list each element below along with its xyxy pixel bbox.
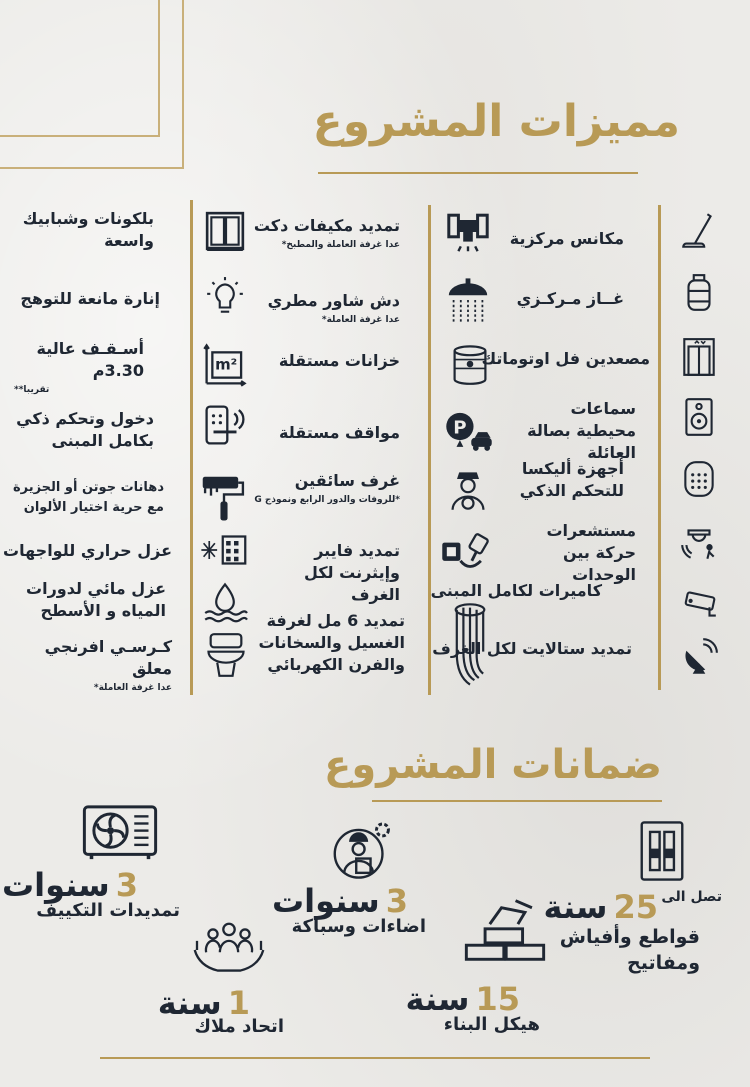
structure-label: هيكل البناء — [443, 1014, 540, 1035]
feature-6mm-wiring: تمديد 6 مل لغرفة الغسيل والسخانات والفرن الكهربائي — [258, 611, 405, 674]
feature-separate-tanks: خزانات مستقلة — [278, 351, 400, 370]
ac-unit-icon — [82, 804, 158, 862]
feature-balconies: بلكونات وشبابيك واسعة — [22, 209, 154, 250]
area-m2-icon — [202, 342, 248, 388]
feature-motion-sensors: مستشعرات حركة بين الوحدات — [546, 521, 636, 584]
bottom-line — [100, 1057, 650, 1059]
divider-middle — [428, 205, 431, 695]
thermal-insulation-icon — [200, 532, 250, 568]
svg-text:m²: m² — [215, 355, 238, 374]
vacuum-icon — [678, 210, 720, 252]
toilet-icon — [206, 632, 246, 678]
owners-label: اتحاد ملاك — [194, 1016, 284, 1037]
feature-satellite: تمديد ستالايت لكل الغرف — [432, 639, 632, 658]
gas-cylinder-icon — [678, 272, 720, 314]
breakers-prefix: تصل الى — [661, 889, 722, 905]
lighting-label: اضاءات وسباكة — [291, 916, 426, 937]
circuit-breaker-icon — [638, 820, 686, 882]
corner-frame-inner — [0, 0, 184, 169]
waterproof-icon — [202, 580, 248, 624]
driver-icon — [446, 466, 490, 514]
feature-elevators: مصعدين فل اوتوماتك — [481, 349, 650, 368]
feature-central-gas: غــاز مـركـزي — [516, 289, 624, 308]
water-tank-icon — [444, 208, 492, 256]
technician-icon — [330, 818, 392, 880]
feature-water-insulation: عزل مائي لدورات المياه و الأسطح — [26, 579, 166, 620]
title-underline — [318, 172, 638, 174]
feature-rain-shower: دش شاور مطري عدا غرفة العاملة* — [267, 291, 400, 325]
feature-central-vacuum: مكانس مركزية — [509, 229, 624, 248]
feature-driver-rooms: غرف سائقين *للروفات والدور الرابع ونموذج G — [254, 471, 400, 505]
smart-speaker-icon — [678, 458, 720, 500]
window-icon — [204, 210, 246, 252]
fiber-cable-icon — [440, 530, 490, 578]
svg-text:P: P — [453, 417, 467, 439]
satellite-dish-icon — [678, 636, 720, 678]
motion-sensor-icon — [678, 522, 720, 564]
guarantees-title: ضمانات المشروع — [324, 742, 662, 788]
smart-lock-icon — [202, 402, 248, 448]
divider-left — [190, 200, 193, 695]
paint-roller-icon — [200, 472, 248, 524]
elevator-icon — [678, 336, 720, 378]
water-tank-icon — [448, 340, 492, 388]
ac-label: تمديدات التكييف — [36, 900, 180, 921]
feature-thermal-insulation: عزل حراري للواجهات — [3, 541, 172, 560]
feature-duct-ac: تمديد مكيفات دكت عدا غرفة العاملة والمطبخ* — [253, 216, 400, 250]
feature-anti-glare-lighting: إنارة مانعة للتوهج — [20, 289, 160, 308]
speaker-icon — [678, 396, 720, 438]
page-title: مميزات المشروع — [312, 96, 680, 147]
owners-duration: 1سنة — [157, 984, 250, 1022]
bricks-icon — [464, 896, 546, 964]
parking-icon — [444, 408, 494, 454]
feature-alexa: أجهزة أليكسا للتحكم الذكي — [519, 459, 624, 500]
feature-wall-toilet: كـرسـي افرنجي معلق عدا غرفة العاملة* — [44, 637, 172, 693]
structure-duration: 15سنة — [405, 980, 520, 1018]
ac-duration: 3سنوات — [2, 866, 138, 904]
feature-fiber-ethernet: تمديد فايبر وإيثرنت لكل الغرف — [303, 541, 400, 604]
breakers-duration: 25سنة — [543, 888, 658, 926]
electric-cables-icon — [448, 600, 492, 690]
guarantees-underline — [372, 800, 662, 802]
community-icon — [192, 918, 266, 982]
feature-smart-access: دخول وتحكم ذكي بكامل المبنى — [16, 409, 154, 450]
breakers-label: قواطع وأفياش ومفاتيح — [559, 926, 700, 974]
feature-paints: دهانات جوتن أو الجزيرة مع حرية اختيار الألوان — [12, 480, 164, 515]
lighting-duration: 3سنوات — [272, 882, 408, 920]
lightbulb-icon — [204, 276, 246, 318]
security-camera-icon — [678, 582, 720, 624]
feature-surround-speakers: سماعات محيطية بصالة العائلة — [527, 399, 636, 462]
shower-icon — [444, 276, 492, 324]
feature-separate-parking: مواقف مستقلة — [279, 423, 400, 442]
feature-cameras: كاميرات لكامل المبنى — [430, 581, 602, 600]
divider-right — [658, 205, 661, 690]
feature-high-ceilings: أسـقـف عالية 3.30م **تقريبا — [14, 339, 144, 395]
